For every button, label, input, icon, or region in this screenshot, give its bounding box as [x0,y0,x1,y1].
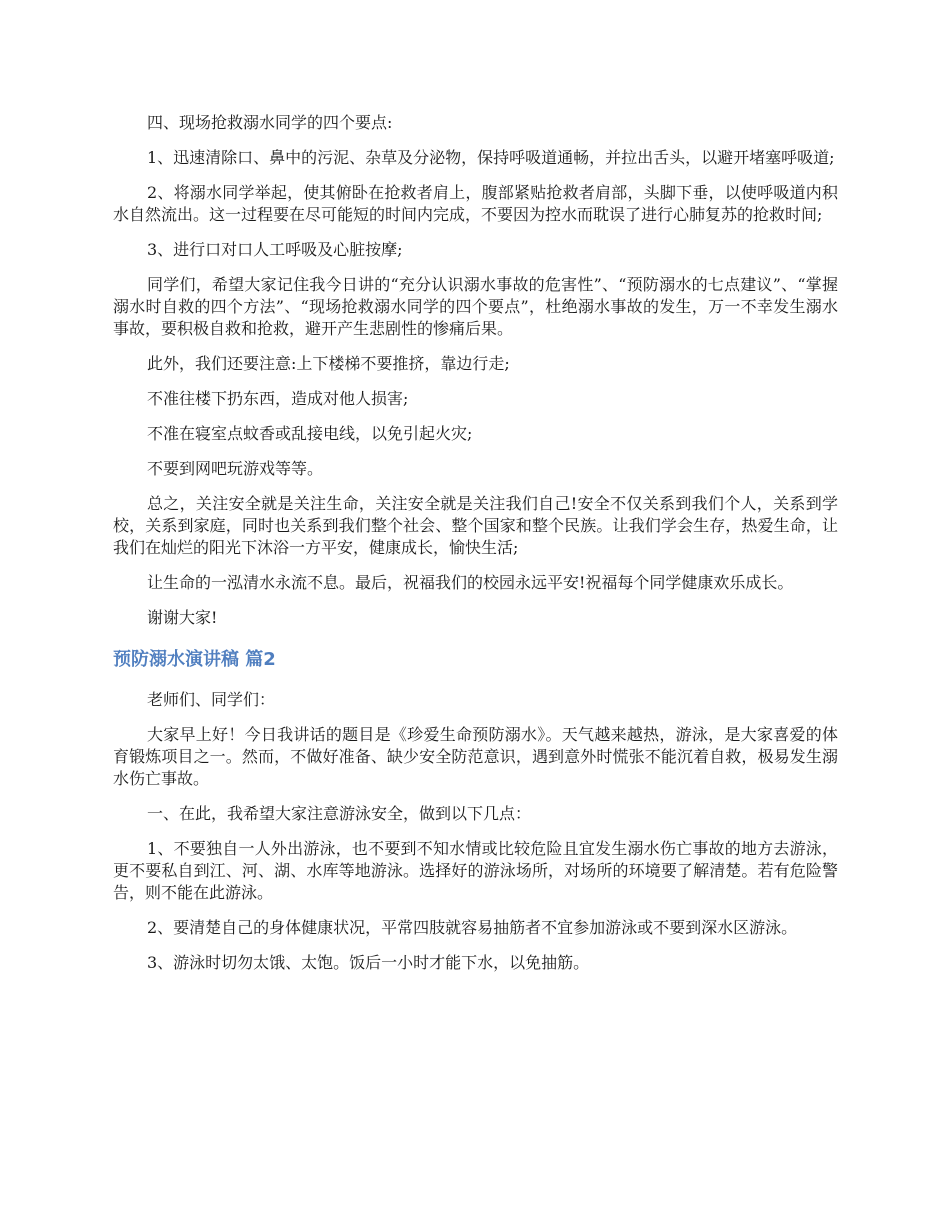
paragraph: 大家早上好！今日我讲话的题目是《珍爱生命预防溺水》。天气越来越热，游泳，是大家喜爱的体育锻炼项目之一。然而，不做好准备、缺少安全防范意识，遇到意外时慌张不能沉着自救，极易发生溺水伤亡事故。 [113,725,838,788]
paragraph: 让生命的一泓清水永流不息。最后，祝福我们的校园永远平安!祝福每个同学健康欢乐成长。 [147,573,794,592]
paragraph: 不准往楼下扔东西，造成对他人损害; [147,389,409,408]
paragraph: 四、现场抢救溺水同学的四个要点: [147,113,393,132]
paragraph: 1、不要独自一人外出游泳，也不要到不知水情或比较危险且宜发生溺水伤亡事故的地方去游泳，更不要私自到江、河、湖、水库等地游泳。选择好的游泳场所，对场所的环境要了解清楚。若有危险警告，则不能在此游泳。 [113,839,838,902]
paragraph: 同学们，希望大家记住我今日讲的“充分认识溺水事故的危害性”、“预防溺水的七点建议”、“掌握溺水时自救的四个方法”、“现场抢救溺水同学的四个要点”，杜绝溺水事故的发生，万一不幸发生溺水事故，要积极自救和抢救，避开产生悲剧性的惨痛后果。 [113,275,838,338]
paragraph: 不要到网吧玩游戏等等。 [147,459,324,478]
paragraph: 2、将溺水同学举起，使其俯卧在抢救者肩上，腹部紧贴抢救者肩部，头脚下垂，以使呼吸道内积水自然流出。这一过程要在尽可能短的时间内完成，不要因为控水而耽误了进行心肺复苏的抢救时间; [113,183,838,224]
paragraph: 谢谢大家! [147,608,218,627]
section-heading: 预防溺水演讲稿 篇2 [113,649,276,670]
paragraph: 3、游泳时切勿太饿、太饱。饭后一小时才能下水，以免抽筋。 [147,953,590,972]
paragraph: 2、要清楚自己的身体健康状况，平常四肢就容易抽筋者不宜参加游泳或不要到深水区游泳。 [147,918,798,937]
paragraph: 1、迅速清除口、鼻中的污泥、杂草及分泌物，保持呼吸道通畅，并拉出舌头，以避开堵塞呼吸道; [147,148,835,167]
paragraph: 不准在寝室点蚊香或乱接电线，以免引起火灾; [147,424,473,443]
paragraph: 3、进行口对口人工呼吸及心脏按摩; [147,240,403,259]
paragraph: 此外，我们还要注意:上下楼梯不要推挤，靠边行走; [147,354,510,373]
paragraph: 老师们、同学们： [147,690,276,709]
paragraph: 一、在此，我希望大家注意游泳安全，做到以下几点： [147,804,532,823]
paragraph: 总之，关注安全就是关注生命，关注安全就是关注我们自己!安全不仅关系到我们个人，关系到学校，关系到家庭，同时也关系到我们整个社会、整个国家和整个民族。让我们学会生存，热爱生命，让我们在灿烂的阳光下沐浴一方平安，健康成长，愉快生活; [113,494,838,557]
